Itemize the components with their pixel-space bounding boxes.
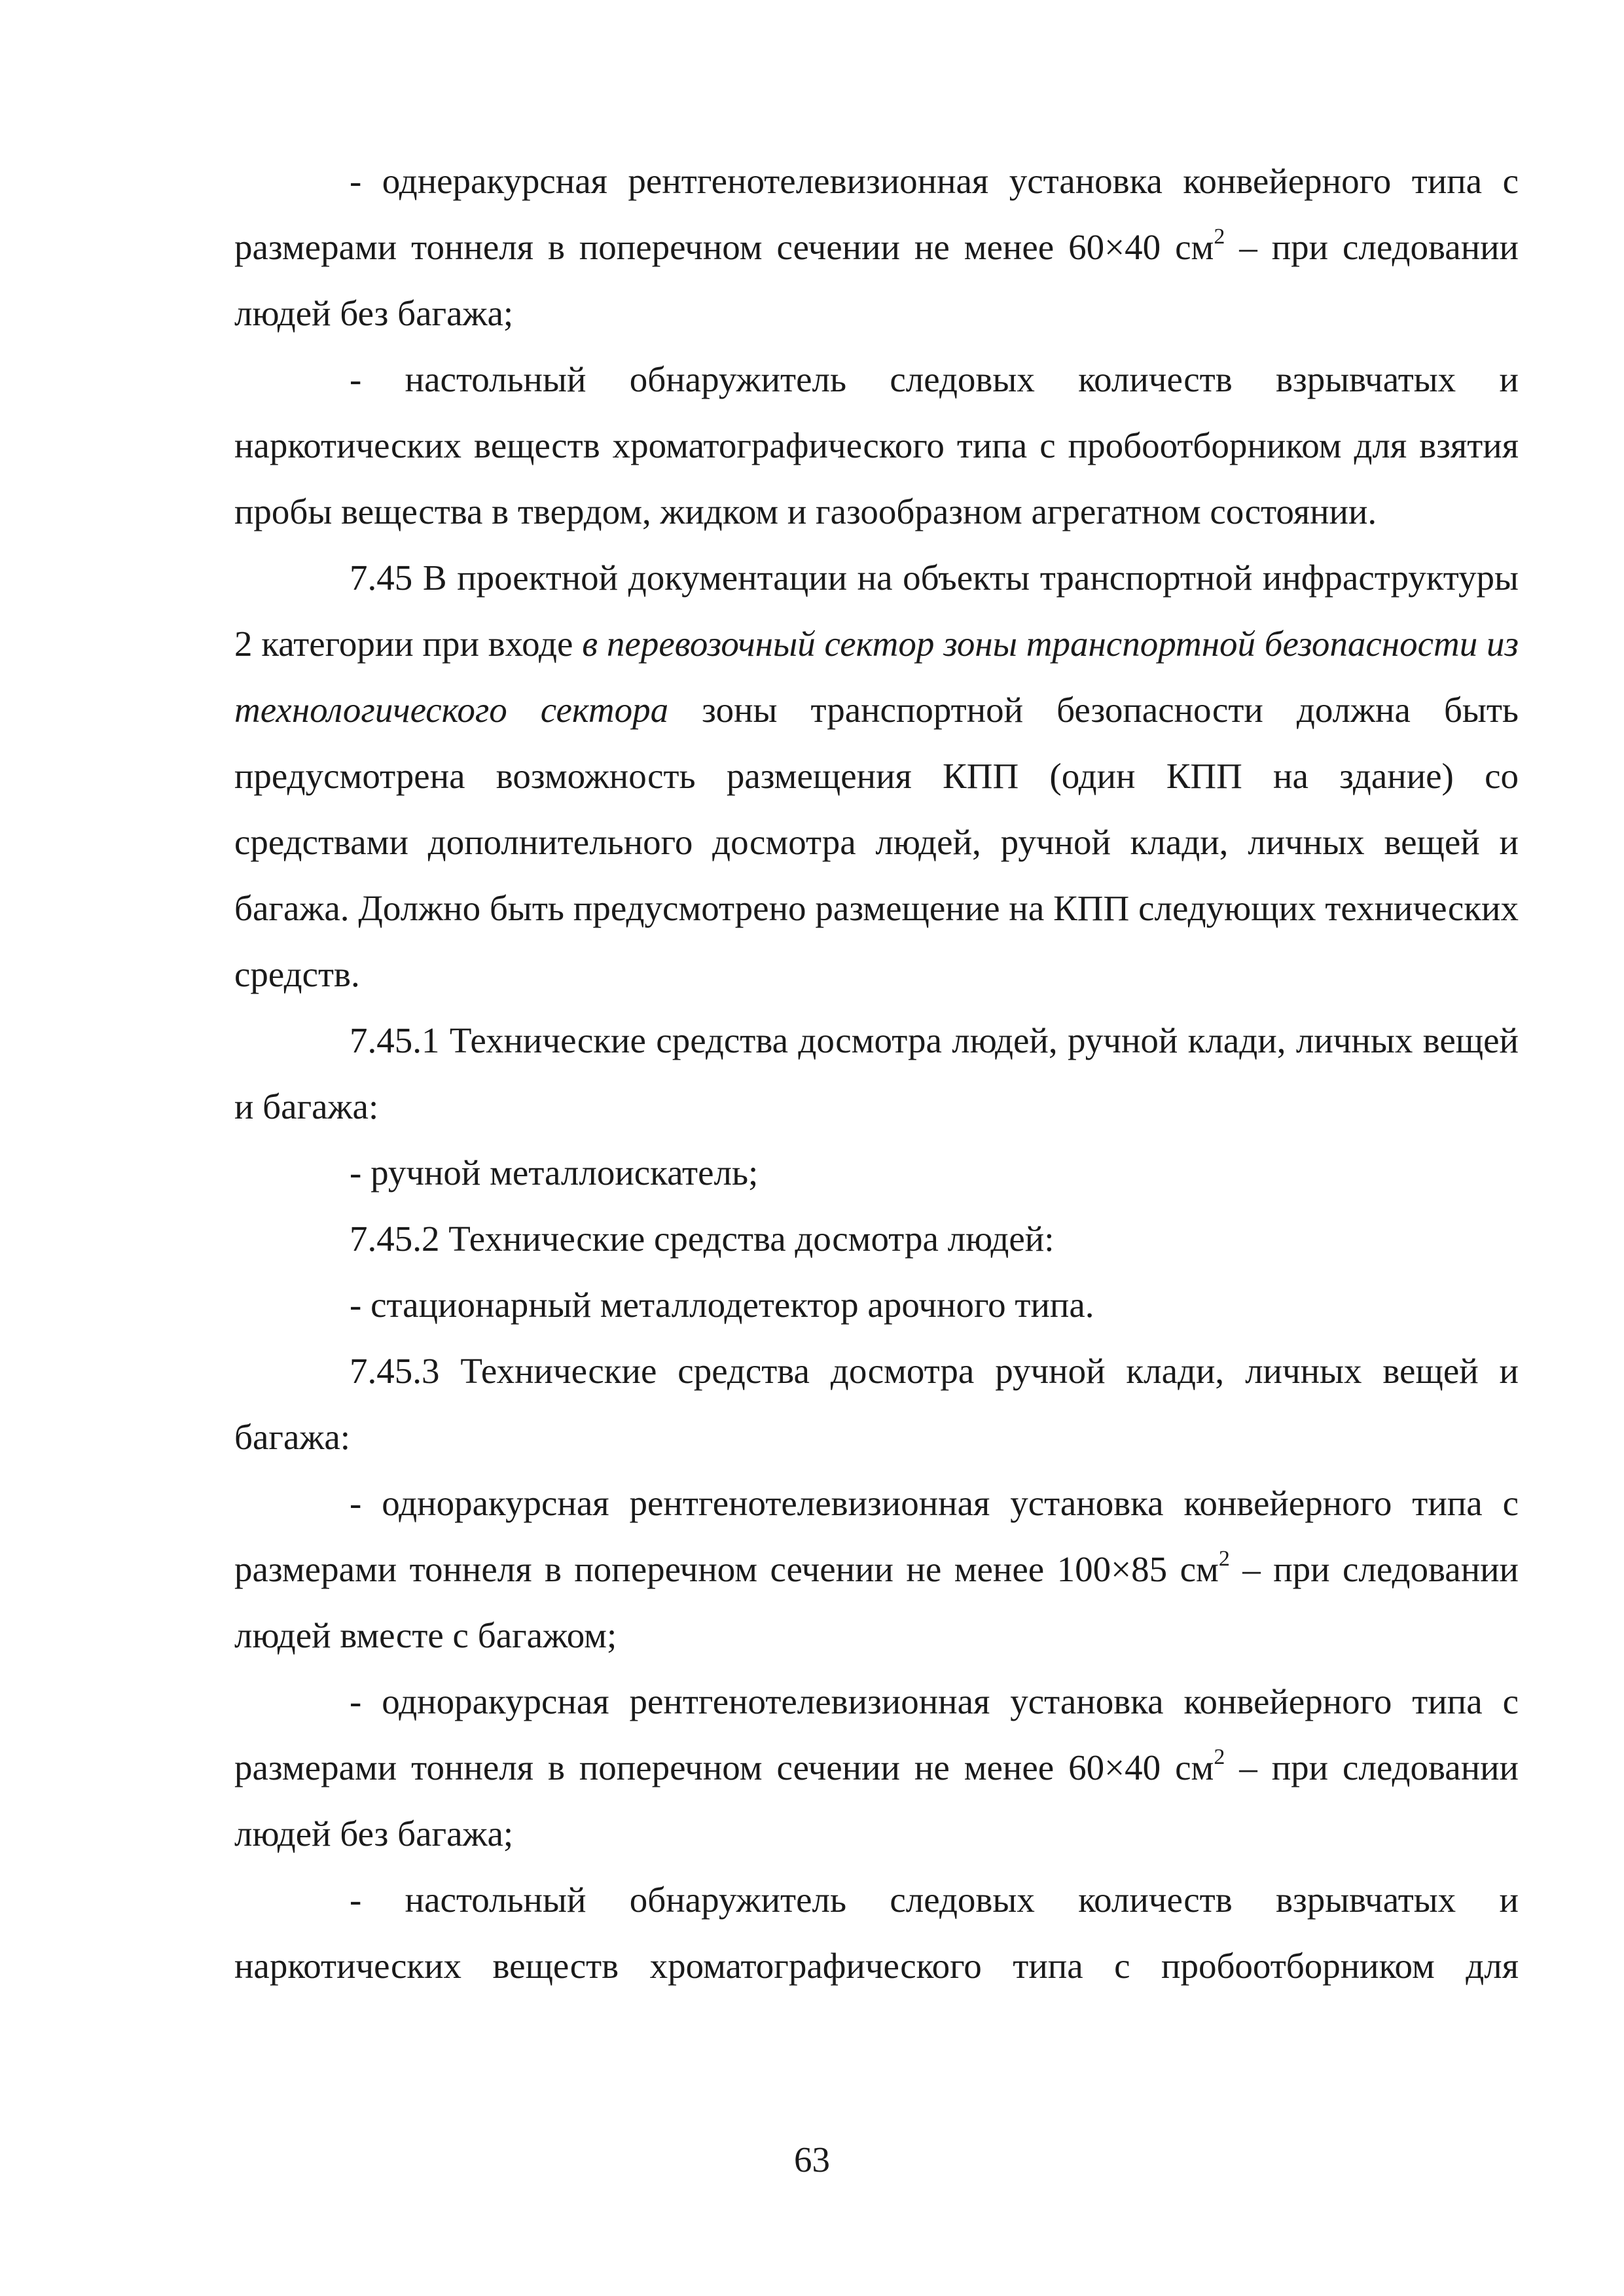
superscript: 2 xyxy=(1214,224,1225,249)
paragraph-xray-large-tunnel xyxy=(234,1470,1519,1668)
paragraph-xray-small-tunnel-bottom xyxy=(234,1668,1519,1867)
paragraph-text: 7.45.2 Технические средства досмотра людей: xyxy=(350,1219,1055,1259)
paragraph-text: - одноракурсная рентгенотелевизионная установка конвейерного типа с размерами тоннеля в поперечном сечении не менее 60×40 см xyxy=(234,1681,1519,1787)
paragraph-text: - однеракурсная рентгенотелевизионная установка конвейерного типа с размерами тоннеля в поперечном сечении не менее 60×40 см xyxy=(234,161,1519,267)
paragraph-text: - ручной металлоискатель; xyxy=(350,1153,759,1193)
paragraph-section-7-45-2 xyxy=(234,1206,1519,1272)
paragraph-text: – при следовании людей без багажа; xyxy=(234,227,1519,333)
paragraph-trace-detector-bottom xyxy=(234,1867,1519,1999)
paragraph-text: – при следовании людей без багажа; xyxy=(234,1748,1519,1854)
paragraph-section-7-45-1 xyxy=(234,1007,1519,1139)
body-text xyxy=(234,148,1519,1999)
paragraph-text: - настольный обнаружитель следовых количеств взрывчатых и наркотических веществ хроматографического типа с пробоотборником для xyxy=(234,1880,1519,1986)
paragraph-text: 7.45.1 Технические средства досмотра людей, ручной клади, личных вещей и багажа: xyxy=(234,1020,1519,1126)
paragraph-hand-metal-detector xyxy=(234,1139,1519,1206)
paragraph-text: 7.45.3 Технические средства досмотра ручной клади, личных вещей и багажа: xyxy=(234,1351,1519,1457)
superscript: 2 xyxy=(1218,1547,1230,1571)
paragraph-section-7-45 xyxy=(234,545,1519,1007)
paragraph-section-7-45-3 xyxy=(234,1338,1519,1470)
paragraph-xray-small-tunnel-top xyxy=(234,148,1519,346)
paragraph-arch-metal-detector xyxy=(234,1272,1519,1338)
paragraph-text: - стационарный металлодетектор арочного типа. xyxy=(350,1285,1094,1325)
paragraph-text: зоны транспортной безопасности должна быть предусмотрена возможность размещения КПП (один КПП на здание) со средствами дополнительного досмотра людей, ручной клади, личных вещей и багажа. Должно быть предусмотрено размещение на КПП следующих технических средств. xyxy=(234,690,1519,994)
italic-phrase: в перевозочный сектор зоны транспортной безопасности из технологического сектора xyxy=(234,624,1519,730)
paragraph-text: - настольный обнаружитель следовых количеств взрывчатых и наркотических веществ хроматографического типа с пробоотборником для взятия пробы вещества в твердом, жидком и газообразном агрегатном состоянии. xyxy=(234,359,1519,531)
superscript: 2 xyxy=(1214,1745,1225,1769)
paragraph-text: – при следовании людей вместе с багажом; xyxy=(234,1549,1519,1655)
paragraph-text: - одноракурсная рентгенотелевизионная установка конвейерного типа с размерами тоннеля в поперечном сечении не менее 100×85 см xyxy=(234,1483,1519,1589)
paragraph-text: 7.45 В проектной документации на объекты транспортной инфраструктуры 2 категории при входе xyxy=(234,558,1519,664)
page-number: 63 xyxy=(794,2140,830,2179)
paragraph-trace-detector-top xyxy=(234,346,1519,545)
